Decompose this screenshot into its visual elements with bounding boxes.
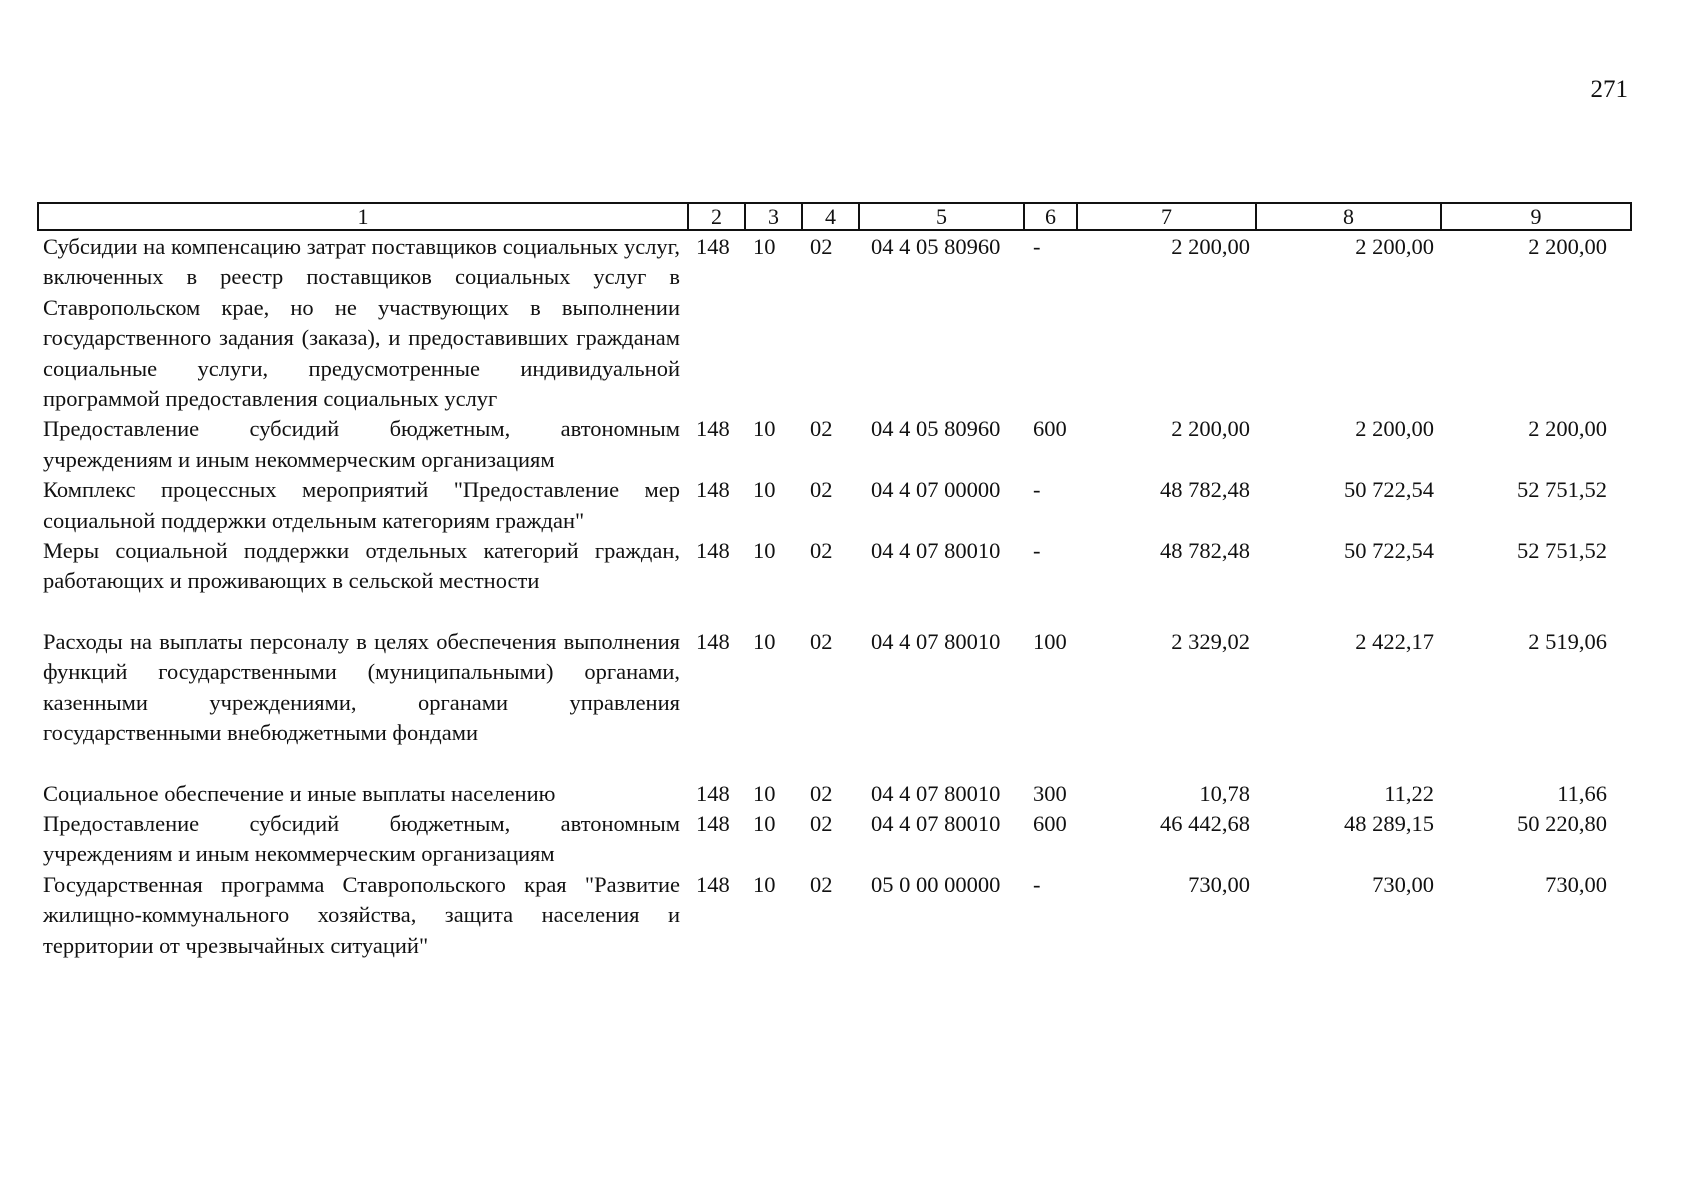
row-name: Предоставление субсидий бюджетным, автономным учреждениям и иным некоммерческим организациям	[43, 810, 680, 867]
row-ministry-code: 148	[696, 780, 730, 806]
row-section-code: 10	[753, 234, 776, 259]
row-amount-col9: 11,66	[1557, 780, 1607, 806]
row-amount-col9: 52 751,52	[1517, 538, 1607, 564]
row-subsection-code: 02	[810, 477, 833, 503]
row-ministry-code: 148	[696, 234, 730, 259]
row-amount-col7: 46 442,68	[1160, 810, 1250, 836]
row-subsection-code: 02	[810, 628, 833, 654]
table-row	[37, 232, 1630, 414]
row-name: Меры социальной поддержки отдельных категорий граждан, работающих и проживающих в сельской местности	[43, 538, 680, 594]
row-amount-col7: 48 782,48	[1160, 538, 1250, 564]
row-ministry-code: 148	[696, 538, 730, 564]
row-ministry-code: 148	[696, 628, 730, 654]
row-amount-col9: 2 200,00	[1528, 416, 1607, 442]
row-section-code: 10	[753, 810, 776, 836]
row-amount-col9: 50 220,80	[1517, 810, 1607, 836]
row-ministry-code: 148	[696, 810, 730, 836]
table-row	[37, 536, 1630, 627]
table-row	[37, 809, 1630, 870]
row-expense-type: 300	[1033, 780, 1067, 806]
header-col-8: 8	[1256, 203, 1441, 230]
row-section-code: 10	[753, 871, 776, 897]
row-amount-col8: 50 722,54	[1344, 477, 1434, 503]
row-expense-type: 600	[1033, 416, 1067, 442]
row-expense-type: -	[1033, 538, 1041, 564]
row-expense-type: 600	[1033, 810, 1067, 836]
header-col-3: 3	[745, 203, 802, 230]
row-expense-type: -	[1033, 234, 1041, 259]
row-ministry-code: 148	[696, 477, 730, 503]
row-name: Социальное обеспечение и иные выплаты населению	[43, 780, 556, 806]
header-col-5: 5	[859, 203, 1024, 230]
row-amount-col9: 52 751,52	[1517, 477, 1607, 503]
row-amount-col7: 2 329,02	[1171, 628, 1250, 654]
row-amount-col8: 2 200,00	[1355, 234, 1434, 259]
row-amount-col7: 2 200,00	[1171, 416, 1250, 442]
row-subsection-code: 02	[810, 810, 833, 836]
row-target-code: 04 4 07 80010	[871, 810, 1001, 836]
header-col-9: 9	[1441, 203, 1631, 230]
row-expense-type: -	[1033, 871, 1041, 897]
table-header	[37, 202, 1632, 231]
row-name: Субсидии на компенсацию затрат поставщиков социальных услуг, включенных в реестр поставщиков социальных услуг в Ставропольском крае, но не участвующих в выполнении государственного задания (заказа), и предоставивших гражданам социальные услуги, предусмотренные индивидуальной программой предоставления социальных услуг	[43, 234, 680, 412]
row-amount-col9: 2 519,06	[1528, 628, 1607, 654]
table-row	[37, 870, 1630, 961]
table-row	[37, 414, 1630, 475]
row-amount-col8: 11,22	[1384, 780, 1434, 806]
row-expense-type: -	[1033, 477, 1041, 503]
row-subsection-code: 02	[810, 780, 833, 806]
row-section-code: 10	[753, 477, 776, 503]
row-target-code: 04 4 07 80010	[871, 538, 1001, 564]
row-amount-col7: 2 200,00	[1171, 234, 1250, 259]
row-amount-col7: 730,00	[1188, 871, 1250, 897]
row-ministry-code: 148	[696, 416, 730, 442]
row-amount-col7: 48 782,48	[1160, 477, 1250, 503]
row-subsection-code: 02	[810, 538, 833, 564]
row-amount-col8: 2 200,00	[1355, 416, 1434, 442]
row-amount-col8: 48 289,15	[1344, 810, 1434, 836]
row-subsection-code: 02	[810, 871, 833, 897]
row-section-code: 10	[753, 538, 776, 564]
row-amount-col8: 50 722,54	[1344, 538, 1434, 564]
row-target-code: 04 4 05 80960	[871, 416, 1001, 442]
table-row	[37, 779, 1630, 809]
header-col-1: 1	[38, 203, 688, 230]
row-amount-col9: 2 200,00	[1528, 234, 1607, 259]
row-amount-col8: 2 422,17	[1355, 628, 1434, 654]
row-expense-type: 100	[1033, 628, 1067, 654]
row-target-code: 04 4 07 80010	[871, 628, 1001, 654]
table-row	[37, 627, 1630, 779]
header-col-6: 6	[1024, 203, 1077, 230]
page-number: 271	[1590, 76, 1628, 103]
row-target-code: 04 4 07 00000	[871, 477, 1001, 503]
row-target-code: 04 4 05 80960	[871, 234, 1001, 259]
row-section-code: 10	[753, 416, 776, 442]
row-name: Комплекс процессных мероприятий "Предоставление мер социальной поддержки отдельным категориям граждан"	[43, 477, 680, 533]
table-row	[37, 475, 1630, 536]
budget-table	[37, 232, 1630, 961]
row-name: Предоставление субсидий бюджетным, автономным учреждениям и иным некоммерческим организациям	[43, 416, 680, 472]
row-name: Расходы на выплаты персоналу в целях обеспечения выполнения функций государственными (муниципальными) органами, казенными учреждениями, органами управления государственными внебюджетными фондами	[43, 628, 680, 746]
row-amount-col9: 730,00	[1545, 871, 1607, 897]
header-col-4: 4	[802, 203, 859, 230]
row-ministry-code: 148	[696, 871, 730, 897]
row-target-code: 05 0 00 00000	[871, 871, 1001, 897]
row-subsection-code: 02	[810, 234, 833, 259]
row-amount-col8: 730,00	[1372, 871, 1434, 897]
header-col-2: 2	[688, 203, 745, 230]
row-section-code: 10	[753, 780, 776, 806]
header-col-7: 7	[1077, 203, 1256, 230]
row-section-code: 10	[753, 628, 776, 654]
row-amount-col7: 10,78	[1199, 780, 1250, 806]
row-target-code: 04 4 07 80010	[871, 780, 1001, 806]
row-subsection-code: 02	[810, 416, 833, 442]
row-name: Государственная программа Ставропольского края "Развитие жилищно-коммунального хозяйства, защита населения и территории от чрезвычайных ситуаций"	[43, 871, 680, 958]
